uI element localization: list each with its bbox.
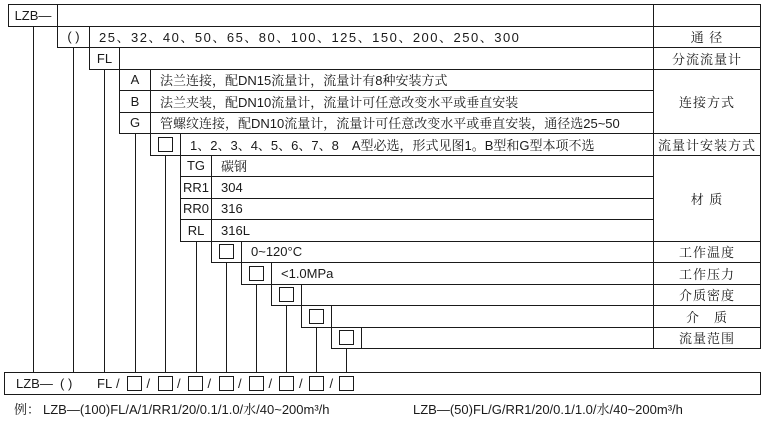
density-checkbox-placeholder — [279, 287, 294, 302]
type-code-cell — [89, 47, 120, 70]
formula-slot-3 — [188, 376, 203, 391]
material-rr1-desc-cell — [211, 176, 654, 199]
example-label: 例： — [14, 402, 41, 417]
material-tg-desc-text: 碳钢 — [221, 159, 248, 175]
material-tg-code-text: TG — [186, 158, 206, 174]
diameter-code-text: ( ) — [67, 29, 80, 45]
pressure-label-text: 工作压力 — [678, 266, 735, 282]
temperature-label-text: 工作温度 — [678, 245, 735, 261]
example-1: LZB—(100)FL/A/1/RR1/20/0.1/1.0/水/40~200m³/h — [43, 402, 330, 417]
material-rr0-desc-cell — [211, 198, 654, 221]
flow-range-label-text: 流量范围 — [678, 331, 735, 347]
connection-g-desc-cell — [150, 112, 654, 135]
material-rl-code-cell — [180, 219, 212, 242]
example-2: LZB—(50)FL/G/RR1/20/0.1/1.0/水/40~200m³/h — [413, 402, 683, 417]
formula-type: FL — [97, 376, 113, 391]
flow-range-blank-cell — [361, 327, 654, 350]
material-rl-desc-cell — [211, 219, 654, 242]
installation-desc-text: 1、2、3、4、5、6、7、8 A型必选，形式见图1。B型和G型本项不选 — [190, 137, 595, 153]
connector-line-material — [196, 241, 197, 374]
medium-blank-cell — [331, 305, 654, 328]
material-tg-code-cell — [180, 155, 212, 178]
diameter-label-text: 通 径 — [690, 30, 724, 46]
flow-range-checkbox-placeholder — [339, 330, 354, 345]
connector-line-connection — [135, 133, 136, 373]
connection-a-desc-cell — [150, 69, 654, 92]
material-rr1-code-cell — [180, 176, 212, 199]
type-label-text: 分流流量计 — [671, 51, 742, 67]
connector-line-density — [286, 305, 287, 373]
formula-separator: / — [329, 376, 334, 391]
medium-label-text: 介 质 — [685, 309, 728, 325]
pressure-checkbox-placeholder — [249, 266, 264, 281]
type-blank-cell — [119, 47, 654, 70]
connection-b-code-text: B — [130, 93, 140, 109]
connection-b-code-cell — [119, 90, 151, 113]
connection-label-text: 连接方式 — [678, 94, 735, 110]
installation-label-text: 流量计安装方式 — [657, 137, 756, 153]
formula-slot-7 — [309, 376, 324, 391]
label-cell-pressure — [653, 262, 761, 285]
type-code-text: FL — [96, 50, 113, 66]
formula-separator: / — [238, 376, 242, 391]
connector-line-pressure — [256, 284, 257, 374]
connection-a-code-cell — [119, 69, 151, 92]
label-cell-flow-range — [653, 327, 761, 350]
label-cell-type — [653, 47, 761, 70]
material-tg-desc-cell — [211, 155, 654, 178]
material-rr1-desc-text: 304 — [221, 179, 243, 195]
label-cell-blank — [653, 4, 761, 27]
material-rl-desc-text: 316L — [221, 222, 250, 238]
material-label-text: 材 质 — [690, 191, 724, 207]
model-prefix-cell — [8, 4, 58, 27]
pressure-desc-cell — [271, 262, 654, 285]
model-prefix-text: LZB— — [14, 7, 52, 23]
material-rl-code-text: RL — [187, 222, 205, 238]
label-cell-material — [653, 155, 761, 242]
formula-separator: / — [146, 376, 151, 391]
formula-diameter: ( ) — [60, 376, 73, 391]
formula-slot-2 — [158, 376, 173, 391]
material-rr0-desc-text: 316 — [221, 201, 243, 217]
material-rr0-code-text: RR0 — [182, 201, 209, 217]
density-blank-cell — [301, 284, 654, 307]
label-cell-installation — [653, 133, 761, 156]
temperature-checkbox-placeholder — [219, 244, 234, 259]
connector-line-medium — [316, 327, 317, 374]
diameter-options-cell — [89, 26, 654, 49]
material-rr1-code-text: RR1 — [182, 179, 209, 195]
material-rr0-code-cell — [180, 198, 212, 221]
formula-separator: / — [268, 376, 273, 391]
formula-slot-1 — [127, 376, 142, 391]
diameter-options-text: 25、32、40、50、65、80、100、125、150、200、250、300 — [99, 30, 521, 46]
formula-slot-6 — [279, 376, 294, 391]
connection-g-code-cell — [119, 112, 151, 135]
medium-checkbox-placeholder — [309, 309, 324, 324]
installation-desc-cell — [180, 133, 654, 156]
installation-checkbox-placeholder — [158, 137, 173, 152]
label-cell-medium — [653, 305, 761, 328]
formula-slot-4 — [219, 376, 234, 391]
connection-b-desc-text: 法兰夹装，配DN10流量计，流量计可任意改变水平或垂直安装 — [160, 94, 519, 110]
connection-a-code-text: A — [130, 72, 140, 88]
connector-line-diameter — [73, 47, 74, 373]
connection-a-desc-text: 法兰连接，配DN15流量计，流量计有8种安装方式 — [160, 73, 448, 89]
connection-g-code-text: G — [129, 115, 141, 131]
formula-separator: / — [116, 376, 120, 391]
formula-separator: / — [207, 376, 212, 391]
formula-slot-8 — [339, 376, 354, 391]
formula-prefix: LZB— — [16, 376, 53, 391]
formula-slot-5 — [249, 376, 264, 391]
connector-line-flow-range — [346, 348, 347, 373]
connector-line-installation — [165, 155, 166, 374]
connector-line-model — [33, 26, 34, 374]
connection-b-desc-cell — [150, 90, 654, 113]
formula-separator: / — [177, 376, 181, 391]
temperature-desc-cell — [241, 241, 654, 264]
formula-separator: / — [299, 376, 303, 391]
label-cell-diameter — [653, 26, 761, 49]
pressure-desc-text: <1.0MPa — [281, 265, 334, 281]
connector-line-temperature — [226, 262, 227, 373]
connector-line-type — [104, 69, 105, 374]
temperature-desc-text: 0~120°C — [251, 244, 303, 260]
diameter-code-cell — [57, 26, 90, 49]
connection-g-desc-text: 管螺纹连接，配DN10流量计，流量计可任意改变水平或垂直安装，通径选25~50 — [160, 116, 620, 132]
density-label-text: 介质密度 — [678, 288, 735, 304]
label-cell-density — [653, 284, 761, 307]
label-cell-temperature — [653, 241, 761, 264]
model-blank-cell — [57, 4, 654, 27]
label-cell-connection — [653, 69, 761, 135]
